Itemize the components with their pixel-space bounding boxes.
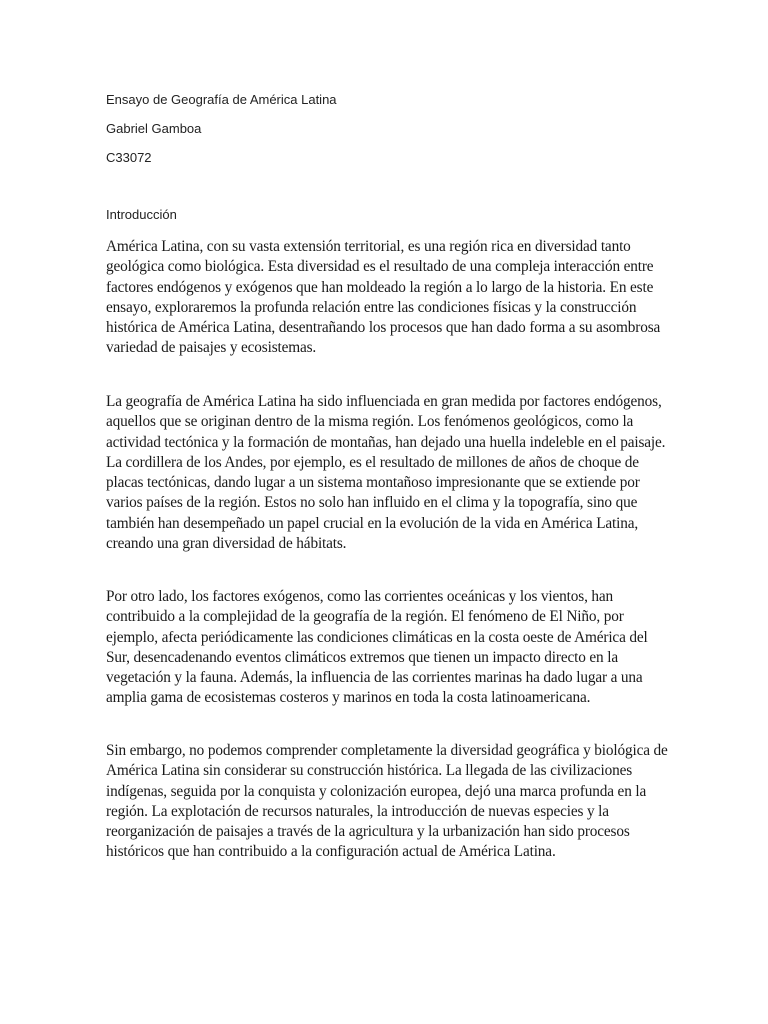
paragraph-3: Por otro lado, los factores exógenos, como las corrientes oceánicas y los vientos, han contribuido a la complejidad de la geografía de la región. El fenómeno de El Niño, por ejemplo, afecta periódicamente las condiciones climáticas en la costa oeste de América del Sur, desencadenando eventos climáticos extremos que tienen un impacto directo en la vegetación y la fauna. Además, la influencia de las corrientes marinas ha dado lugar a una amplia gama de ecosistemas costeros y marinos en toda la costa latinoamericana. bbox=[106, 588, 648, 707]
paragraph-4: Sin embargo, no podemos comprender completamente la diversidad geográfica y biológica de América Latina sin considerar su construcción histórica. La llegada de las civilizaciones indígenas, seguida por la conquista y colonización europea, dejó una marca profunda en la región. La explotación de recursos naturales, la introducción de nuevas especies y la reorganización de paisajes a través de la agricultura y la urbanización han sido procesos históricos que han contribuido a la configuración actual de América Latina. bbox=[106, 742, 668, 861]
paragraph-2: La geografía de América Latina ha sido influenciada en gran medida por factores endógenos, aquellos que se originan dentro de la misma región. Los fenómenos geológicos, como la actividad tectónica y la formación de montañas, han dejado una huella indeleble en el paisaje. La cordillera de los Andes, por ejemplo, es el resultado de millones de años de choque de placas tectónicas, dando lugar a un sistema montañoso impresionante que se extiende por varios países de la región. Estos no solo han influido en el clima y la topografía, sino que también han desempeñado un papel crucial en la evolución de la vida en América Latina, creando una gran diversidad de hábitats. bbox=[106, 393, 666, 553]
paragraph-1: América Latina, con su vasta extensión territorial, es una región rica en diversidad tanto geológica como biológica. Esta diversidad es el resultado de una compleja interacción entre factores endógenos y exógenos que han moldeado la región a lo largo de la historia. En este ensayo, exploraremos la profunda relación entre las condiciones físicas y la construcción histórica de América Latina, desentrañando los procesos que han dado forma a su asombrosa variedad de paisajes y ecosistemas. bbox=[106, 238, 661, 357]
student-code: C33072 bbox=[106, 150, 152, 165]
section-heading-introduccion: Introducción bbox=[106, 207, 177, 222]
document-title: Ensayo de Geografía de América Latina bbox=[106, 92, 337, 107]
author-name: Gabriel Gamboa bbox=[106, 121, 202, 136]
